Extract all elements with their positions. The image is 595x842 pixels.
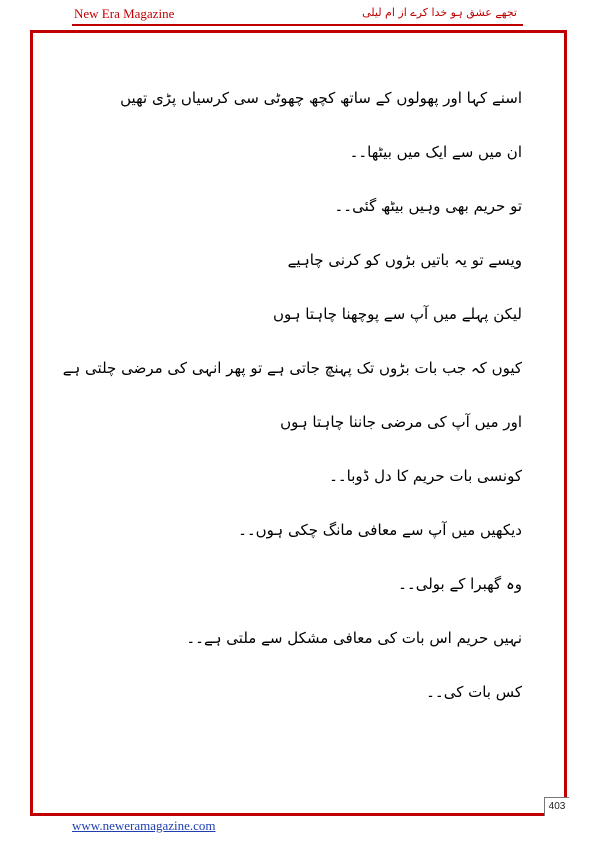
text-line: دیکھیں میں آپ سے معافی مانگ چکی ہوں۔۔ <box>238 521 522 539</box>
website-link[interactable]: www.neweramagazine.com <box>72 818 216 833</box>
text-line: اسنے کہا اور پھولوں کے ساتھ کچھ چھوٹی سی کرسیاں پڑی تھیں <box>120 89 522 107</box>
text-line: لیکن پہلے میں آپ سے پوچھنا چاہتا ہوں <box>272 305 522 323</box>
text-line: اور میں آپ کی مرضی جاننا چاہتا ہوں <box>280 413 522 431</box>
magazine-name: New Era Magazine <box>74 6 175 21</box>
header-divider <box>72 24 523 26</box>
story-title: تجھے عشق ہو خدا کرے از ام لیلی <box>362 6 517 19</box>
text-line: نہیں حریم اس بات کی معافی مشکل سے ملتی ہے۔۔ <box>186 629 522 647</box>
text-line: وہ گھبرا کے بولی۔۔ <box>398 575 522 593</box>
story-text <box>62 84 522 732</box>
text-line: ان میں سے ایک میں بیٹھا۔۔ <box>349 143 522 161</box>
text-line: کیوں کہ جب بات بڑوں تک پہنچ جاتی ہے تو پھر انہی کی مرضی چلتی ہے <box>62 359 522 377</box>
text-line: کس بات کی۔۔ <box>426 683 522 701</box>
page-number: 403 <box>544 797 569 816</box>
text-line: تو حریم بھی وہیں بیٹھ گئی۔۔ <box>334 197 522 215</box>
text-line: کونسی بات حریم کا دل ڈوبا۔۔ <box>329 467 522 485</box>
text-line: ویسے تو یہ باتیں بڑوں کو کرنی چاہیے <box>287 251 522 269</box>
